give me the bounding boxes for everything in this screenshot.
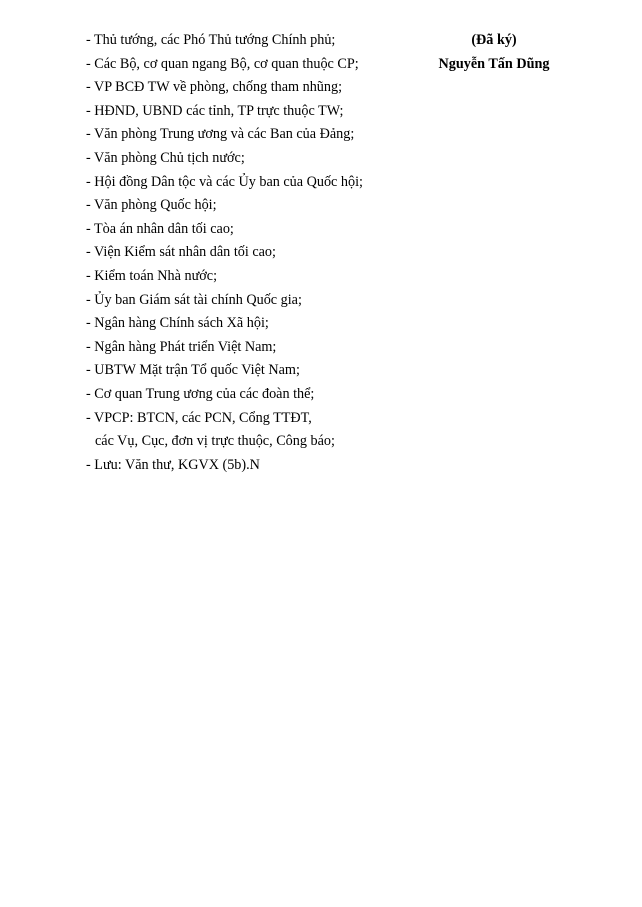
recipient-item: - Hội đồng Dân tộc và các Ủy ban của Quốc hội; <box>86 173 363 190</box>
recipient-item: - Ủy ban Giám sát tài chính Quốc gia; <box>86 291 302 308</box>
recipient-item: - Ngân hàng Chính sách Xã hội; <box>86 315 269 332</box>
recipient-item: - Viện Kiểm sát nhân dân tối cao; <box>86 244 276 261</box>
signature-block <box>400 29 588 76</box>
recipient-item: - Văn phòng Quốc hội; <box>86 197 217 214</box>
recipient-item: - Kiểm toán Nhà nước; <box>86 267 218 284</box>
recipient-item: - Thủ tướng, các Phó Thủ tướng Chính phủ; <box>86 32 336 48</box>
recipient-item: - Ngân hàng Phát triển Việt Nam; <box>86 338 277 355</box>
recipient-item-continuation: các Vụ, Cục, đơn vị trực thuộc, Công báo; <box>95 433 335 450</box>
signature-status: (Đã ký) <box>471 32 517 48</box>
recipient-item: - Lưu: Văn thư, KGVX (5b).N <box>86 456 260 473</box>
recipient-item: - VP BCĐ TW về phòng, chống tham nhũng; <box>86 79 343 96</box>
signer-name: Nguyễn Tấn Dũng <box>438 55 550 72</box>
recipient-item: - HĐND, UBND các tỉnh, TP trực thuộc TW; <box>86 102 344 119</box>
recipient-item: - Văn phòng Trung ương và các Ban của Đảng; <box>86 126 355 143</box>
recipient-item: - Cơ quan Trung ương của các đoàn thể; <box>86 385 315 402</box>
recipient-item: - Tòa án nhân dân tối cao; <box>86 220 234 237</box>
recipient-item: - Các Bộ, cơ quan ngang Bộ, cơ quan thuộc CP; <box>86 55 359 72</box>
recipient-item: - UBTW Mặt trận Tổ quốc Việt Nam; <box>86 362 300 379</box>
recipient-item: - VPCP: BTCN, các PCN, Cổng TTĐT, <box>86 409 312 426</box>
recipient-list <box>86 29 416 477</box>
recipient-item: - Văn phòng Chủ tịch nước; <box>86 149 245 166</box>
